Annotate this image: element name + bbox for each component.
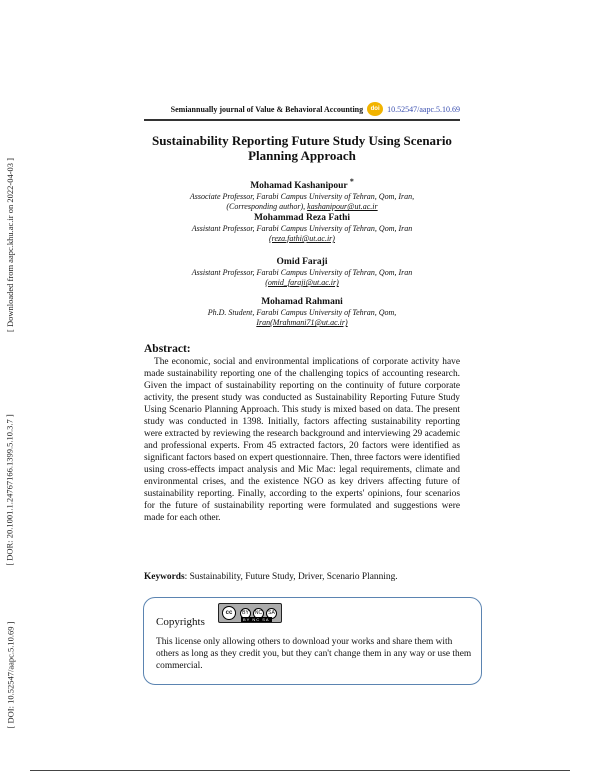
author-name: Mohammad Reza Fathi	[253, 213, 351, 223]
dor-stamp-text: [ DOR: 20.1001.1.24767166.1399.5.10.3.7 ]	[5, 414, 16, 566]
author-affiliation: Assistant Professor, Farabi Campus University of Tehran, Qom, Iran	[191, 268, 413, 277]
sharealike-icon: SA	[266, 608, 277, 619]
author-2	[144, 212, 460, 244]
author-1	[144, 176, 460, 212]
copyright-text: This license only allowing others to download your works and share them with others as long as they credit you, but they can't change them in any way or use them commercial.	[156, 637, 472, 671]
author-4	[144, 296, 460, 328]
keywords	[144, 571, 460, 583]
abstract-body: The economic, social and environmental implications of corporate activity have made sustainability reporting one of the challenging topics of accounting research. Given the impact of sustainability reporting on the continuity of future corporate activity, the present study was conducted as Sustainability Reporting Future Study Using Scenario Planning Approach. This study is mixed based on data. The present study was conducted in 1398. Initially, factors affecting sustainability reporting were extracted by reviewing the research background and interviewing 29 academic and professional experts. From 45 extracted factors, 20 factors were identified as significant factors based on expert questionnaire. Then, three factors were identified using cross-effects impact analysis and Mic Mac: legal requirements, climate and environmental crises, and the existence NGO as key drivers affecting future of sustainability reporting. Finally, according to the experts' opinions, four scenarios for the future of sustainability reporting were formulated and suggestions were made for each other.	[144, 357, 460, 523]
author-name: Mohamad Rahmani	[261, 297, 343, 307]
doi-stamp	[2, 600, 18, 750]
footer-rule	[30, 770, 570, 771]
keywords-list: Sustainability, Future Study, Driver, Scenario Planning.	[187, 572, 398, 582]
author-name: Omid Faraji	[276, 257, 328, 267]
running-header	[144, 100, 460, 118]
header-rule	[144, 119, 460, 121]
author-email-link[interactable]: kashanipour@ut.ac.ir	[307, 202, 378, 212]
attribution-icon: BY	[240, 608, 251, 619]
corresponding-note: (Corresponding author),	[226, 202, 306, 212]
dor-stamp	[2, 390, 18, 590]
doi-logo-icon: doi	[367, 102, 383, 116]
author-email-link[interactable]: Iran(Mrahmani71@ut.ac.ir)	[256, 318, 348, 327]
author-3	[144, 256, 460, 288]
journal-name: Semiannually journal of Value & Behavioral Accounting	[170, 104, 364, 114]
corresponding-mark: *	[349, 177, 354, 186]
author-affiliation-line2	[144, 202, 460, 212]
author-affiliation: Ph.D. Student, Farabi Campus University of Tehran, Qom,	[207, 308, 397, 317]
abstract-heading: Abstract:	[144, 343, 191, 355]
copyright-box	[143, 597, 482, 685]
cc-badge-labels: BY NC SA	[243, 617, 270, 622]
keywords-separator: :	[184, 572, 188, 582]
author-name	[144, 176, 460, 192]
cc-license-badge[interactable]	[218, 603, 282, 623]
download-stamp	[2, 158, 18, 332]
noncommercial-icon: NC	[253, 608, 264, 619]
author-affiliation: Assistant Professor, Farabi Campus University of Tehran, Qom, Iran	[191, 224, 413, 233]
author-name-text: Mohamad Kashanipour	[250, 181, 348, 192]
doi-stamp-text: [ DOI: 10.52547/aapc.5.10.69 ]	[5, 621, 15, 729]
download-stamp-text: [ Downloaded from aapc.khu.ac.ir on 2022-04-03 ]	[5, 158, 15, 332]
doi-link[interactable]: 10.52547/aapc.5.10.69	[387, 104, 460, 114]
author-email-link[interactable]: (omid_faraji@ut.ac.ir)	[265, 278, 339, 287]
copyright-title: Copyrights	[156, 616, 205, 628]
author-email-link[interactable]: (reza.fathi@ut.ac.ir)	[269, 234, 335, 243]
paper-title: Sustainability Reporting Future Study Using Scenario Planning Approach	[152, 133, 452, 163]
keywords-label: Keywords	[144, 572, 185, 582]
author-affiliation: Associate Professor, Farabi Campus University of Tehran, Qom, Iran,	[189, 192, 415, 202]
cc-icon: cc	[222, 606, 236, 620]
